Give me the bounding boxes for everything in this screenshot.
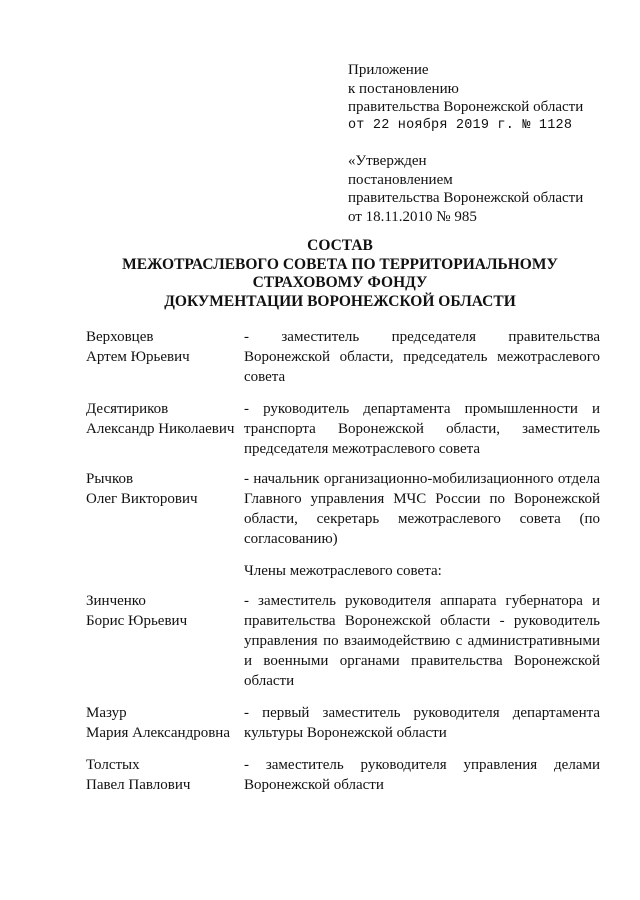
members-heading: Члены межотраслевого совета: xyxy=(244,563,442,579)
annex-line: к постановлению xyxy=(348,80,459,97)
member-given-name: Александр Николаевич xyxy=(86,421,235,437)
document-title xyxy=(80,237,600,311)
annex-date-line: от 22 ноября 2019 г. № 1128 xyxy=(348,117,573,133)
title-line: СОСТАВ xyxy=(307,237,373,254)
approved-header xyxy=(348,152,583,226)
member-role: - заместитель руководителя управления делами Воронежской области xyxy=(244,757,600,793)
annex-header xyxy=(348,61,583,135)
title-line: СТРАХОВОМУ ФОНДУ xyxy=(252,274,428,291)
member-name xyxy=(86,399,246,439)
annex-line: правительства Воронежской области xyxy=(348,99,584,115)
title-line: МЕЖОТРАСЛЕВОГО СОВЕТА ПО ТЕРРИТОРИАЛЬНОМУ xyxy=(122,255,558,273)
approved-line: постановлением xyxy=(348,171,453,188)
member-given-name: Олег Викторович xyxy=(86,491,198,507)
member-name xyxy=(86,703,246,743)
member-name xyxy=(86,327,246,367)
member-role: - руководитель департамента промышленности и транспорта Воронежской области, заместитель председателя межотраслевого совета xyxy=(244,401,600,457)
approved-date-line: от 18.11.2010 № 985 xyxy=(348,208,477,225)
member-surname: Рычков xyxy=(86,471,134,487)
member-role: - начальник организационно-мобилизационного отдела Главного управления МЧС России по Воронежской области, секретарь межотраслевого совета (по согласованию) xyxy=(244,471,600,547)
member-role: - заместитель руководителя аппарата губернатора и правительства Воронежской области - руководитель управления по взаимодействию с административными и военными органами правительства Воронежской области xyxy=(244,593,600,689)
approved-line: «Утвержден xyxy=(348,153,427,169)
title-line: ДОКУМЕНТАЦИИ ВОРОНЕЖСКОЙ ОБЛАСТИ xyxy=(164,292,516,310)
member-surname: Десятириков xyxy=(86,401,169,417)
member-name xyxy=(86,591,246,631)
annex-line: Приложение xyxy=(348,62,429,78)
member-given-name: Павел Павлович xyxy=(86,777,191,793)
member-given-name: Борис Юрьевич xyxy=(86,613,188,629)
member-name xyxy=(86,469,246,509)
member-role: - заместитель председателя правительства Воронежской области, председатель межотраслевого совета xyxy=(244,329,600,385)
member-name xyxy=(86,755,246,795)
member-given-name: Мария Александровна xyxy=(86,725,230,741)
approved-line: правительства Воронежской области xyxy=(348,190,584,206)
member-surname: Верховцев xyxy=(86,329,154,345)
member-given-name: Артем Юрьевич xyxy=(86,349,190,365)
member-surname: Мазур xyxy=(86,705,127,721)
member-role: - первый заместитель руководителя департамента культуры Воронежской области xyxy=(244,705,600,741)
member-surname: Толстых xyxy=(86,757,140,773)
member-surname: Зинченко xyxy=(86,593,146,609)
